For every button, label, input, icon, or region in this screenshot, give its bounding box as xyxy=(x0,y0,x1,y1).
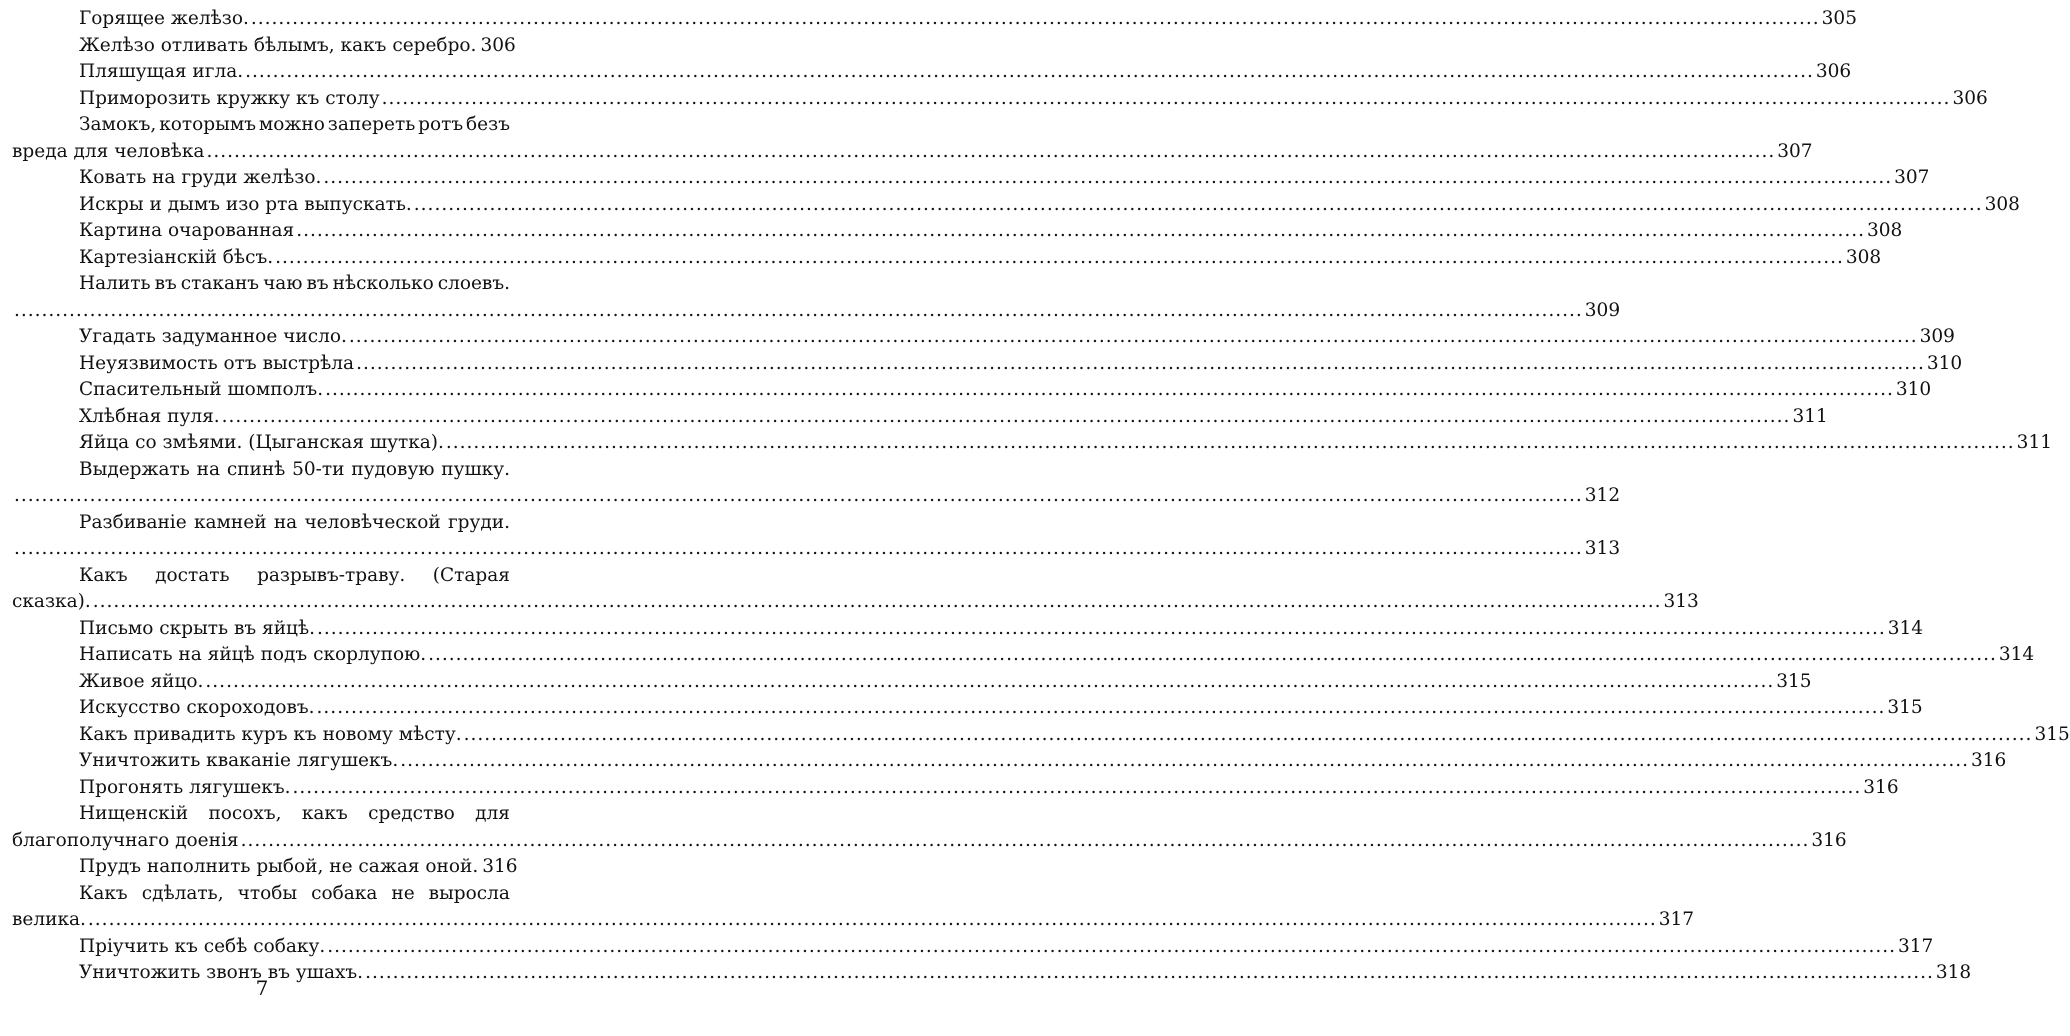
toc-entry-title: Прогонять лягушекъ. xyxy=(79,776,291,798)
toc-entry-line xyxy=(12,59,1852,86)
toc-entry-title: благополучнаго доенія xyxy=(12,829,239,851)
toc-entry-page: 316 xyxy=(1971,750,2007,771)
toc-entry-page: 317 xyxy=(1898,935,1934,957)
dot-leader xyxy=(317,616,1886,643)
toc-entry-title: Пріучить къ себѣ собаку. xyxy=(79,935,326,957)
toc-entry-line xyxy=(12,86,1988,113)
toc-entry-word: средство xyxy=(368,803,455,824)
toc-entry-word: которымъ xyxy=(159,114,256,135)
toc-entry-line xyxy=(12,192,2020,219)
toc-entry-line xyxy=(12,563,510,590)
toc-entry xyxy=(12,377,1932,404)
toc-entry-title: Живое яйцо. xyxy=(79,670,204,692)
dot-leader xyxy=(325,377,1894,404)
toc-entry-page: 316 xyxy=(482,856,518,877)
toc-entry-title: Картина очарованная xyxy=(79,220,295,241)
toc-entry-line xyxy=(12,775,1899,802)
toc-entry-line xyxy=(12,881,510,908)
toc-entry-line xyxy=(12,748,2007,775)
toc-entry-word: на xyxy=(273,511,298,533)
toc-entry xyxy=(12,642,2035,669)
toc-entry xyxy=(12,801,1847,854)
toc-entry-line xyxy=(12,218,1903,245)
toc-entry-word: собака xyxy=(311,882,378,904)
toc-entry-page: 309 xyxy=(1584,299,1621,321)
dot-leader xyxy=(251,6,1820,33)
dot-leader xyxy=(446,430,2015,457)
toc-entry-word: Разбиваніе xyxy=(79,511,187,533)
toc-entry xyxy=(12,218,1903,245)
toc-entry-word: можно xyxy=(258,114,325,135)
toc-entry-line xyxy=(12,483,1621,510)
toc-entry-title: Прудъ наполнить рыбой, не сажая оной. xyxy=(79,856,479,877)
toc-entry-title: Неуязвимость отъ выстрѣла xyxy=(79,352,355,374)
toc-entry-title: Желѣзо отливать бѣлымъ, какъ серебро. xyxy=(79,34,477,56)
toc-entry-page: 314 xyxy=(1887,617,1924,639)
toc-entry-word: Какъ xyxy=(79,882,128,904)
toc-entry xyxy=(12,324,1955,351)
toc-entry-title: Яйца со змѣями. (Цыганская шутка). xyxy=(79,432,444,453)
toc-entry-word: слоевъ. xyxy=(437,273,510,294)
toc-entry-line xyxy=(12,589,1699,616)
toc-entry-page: 306 xyxy=(1815,61,1852,82)
toc-entry-line xyxy=(12,669,1812,696)
toc-entry-line xyxy=(12,801,510,828)
toc-entry-page: 306 xyxy=(480,34,516,56)
toc-entry-title: велика. xyxy=(12,909,86,930)
toc-entry-title: Угадать задуманное число. xyxy=(79,326,347,347)
toc-entry-title: Ковать на груди желѣзо. xyxy=(79,167,322,188)
toc-entry-word: человѣческой xyxy=(304,511,441,533)
toc-entry-page: 313 xyxy=(1663,591,1699,612)
toc-entry-page: 318 xyxy=(1935,962,1972,983)
toc-entry-line xyxy=(12,271,510,298)
dot-leader xyxy=(428,642,1997,669)
toc-entry xyxy=(12,165,1930,192)
dot-leader xyxy=(88,907,1657,934)
toc-entry-line xyxy=(12,536,1621,563)
dot-leader xyxy=(323,165,1892,192)
table-of-contents xyxy=(12,6,2070,987)
toc-entry-line xyxy=(12,324,1955,351)
toc-entry-page: 305 xyxy=(1821,8,1857,29)
toc-entry-word: посохъ, xyxy=(208,803,282,824)
toc-entry-word: Замокъ, xyxy=(79,114,157,135)
toc-entry xyxy=(12,351,1963,378)
toc-entry-page: 314 xyxy=(1998,644,2035,665)
dot-leader xyxy=(356,351,1925,378)
toc-entry-word: камней xyxy=(193,511,267,533)
toc-entry-word: разрывъ-траву. xyxy=(257,564,406,586)
toc-entry xyxy=(12,245,1882,272)
toc-entry-title: сказка). xyxy=(12,591,91,612)
toc-entry xyxy=(12,33,516,60)
dot-leader xyxy=(245,59,1814,86)
toc-entry-title: Искусство скороходовъ. xyxy=(79,697,315,718)
toc-entry-line xyxy=(12,298,1621,325)
toc-entry-page: 308 xyxy=(1866,220,1903,241)
toc-entry-line xyxy=(12,616,1924,643)
dot-leader xyxy=(14,298,1583,325)
toc-entry-page: 310 xyxy=(1926,352,1963,374)
toc-entry-line xyxy=(12,33,516,60)
toc-entry-word: въ xyxy=(154,273,177,294)
toc-entry xyxy=(12,854,518,881)
toc-entry-word: чтобы xyxy=(237,882,298,904)
toc-entry-word: въ xyxy=(306,273,329,294)
toc-entry-title: вреда для человѣка xyxy=(12,140,205,162)
toc-entry xyxy=(12,669,1812,696)
dot-leader xyxy=(414,192,1983,219)
dot-leader xyxy=(241,828,1810,855)
toc-entry-title: Искры и дымъ изо рта выпускать. xyxy=(79,193,412,215)
toc-entry xyxy=(12,510,1621,563)
toc-entry-line xyxy=(12,112,510,139)
toc-entry-page: 311 xyxy=(2016,432,2052,453)
toc-entry-word: Выдержать xyxy=(79,458,190,480)
toc-entry-title: Хлѣбная пуля. xyxy=(79,405,220,427)
toc-entry xyxy=(12,192,2020,219)
toc-entry-word: запереть xyxy=(327,114,416,135)
dot-leader xyxy=(327,934,1896,961)
toc-entry-word: достать xyxy=(155,564,230,586)
toc-entry-title: Уничтожить звонъ въ ушахъ. xyxy=(79,962,364,983)
toc-entry-title: Письмо скрыть въ яйцѣ. xyxy=(79,617,315,639)
toc-entry-page: 315 xyxy=(1887,697,1923,718)
toc-entry-line xyxy=(12,430,2052,457)
toc-entry-page: 308 xyxy=(1845,246,1882,268)
toc-entry xyxy=(12,748,2007,775)
toc-entry-page: 316 xyxy=(1811,829,1847,851)
toc-entry-word: на xyxy=(196,458,221,480)
toc-entry-page: 309 xyxy=(1919,326,1955,347)
dot-leader xyxy=(365,960,1934,987)
toc-entry-word: сдѣлать, xyxy=(141,882,224,904)
toc-entry-page: 308 xyxy=(1984,193,2020,215)
toc-entry xyxy=(12,457,1621,510)
toc-entry-word: 50-ти xyxy=(292,458,345,480)
toc-entry-word: спинѣ xyxy=(226,458,286,480)
toc-entry-line xyxy=(12,510,510,537)
toc-entry-word: ротъ xyxy=(418,114,464,135)
toc-entry-page: 315 xyxy=(1776,670,1812,692)
toc-entry-line xyxy=(12,404,1828,431)
toc-entry-line xyxy=(12,351,1963,378)
toc-entry xyxy=(12,616,1924,643)
toc-entry-line xyxy=(12,642,2035,669)
dot-leader xyxy=(205,669,1774,696)
toc-entry-line xyxy=(12,934,1934,961)
dot-leader xyxy=(382,86,1951,113)
toc-entry-title: Пляшущая игла. xyxy=(79,61,244,82)
toc-entry xyxy=(12,695,1923,722)
toc-entry-page: 312 xyxy=(1584,485,1621,506)
toc-entry xyxy=(12,59,1852,86)
toc-entry-word: какъ xyxy=(301,803,348,824)
toc-entry-page: 317 xyxy=(1658,909,1695,930)
toc-entry-title: Уничтожить кваканіе лягушекъ. xyxy=(79,750,399,771)
toc-entry xyxy=(12,775,1899,802)
toc-entry xyxy=(12,86,1988,113)
dot-leader xyxy=(400,748,1969,775)
toc-entry-word: для xyxy=(475,803,510,824)
page-number: 7 xyxy=(255,976,269,1000)
toc-entry-line xyxy=(12,139,1813,166)
toc-entry-word: (Старая xyxy=(432,564,510,586)
toc-entry-word: чаю xyxy=(263,273,303,294)
toc-entry-page: 311 xyxy=(1792,405,1828,427)
toc-entry xyxy=(12,271,1621,324)
toc-entry-word: выросла xyxy=(428,882,510,904)
toc-entry xyxy=(12,563,1699,616)
toc-entry-page: 307 xyxy=(1894,167,1930,188)
toc-entry-line xyxy=(12,907,1695,934)
toc-entry-word: груди. xyxy=(447,511,510,533)
toc-entry-title: Картезіанскій бѣсъ. xyxy=(79,246,274,268)
toc-entry-word: Налить xyxy=(79,273,151,294)
toc-entry-page: 310 xyxy=(1895,379,1932,400)
toc-entry-line xyxy=(12,722,2070,749)
dot-leader xyxy=(275,245,1844,272)
toc-entry-word: пудовую xyxy=(351,458,435,480)
toc-entry-page: 313 xyxy=(1584,538,1621,559)
toc-entry-word: стаканъ xyxy=(180,273,260,294)
dot-leader xyxy=(222,404,1791,431)
toc-entry-line xyxy=(12,6,1857,33)
toc-entry xyxy=(12,6,1857,33)
toc-entry xyxy=(12,722,2070,749)
toc-entry xyxy=(12,112,1813,165)
toc-entry-word: не xyxy=(391,882,415,904)
dot-leader xyxy=(296,218,1865,245)
toc-entry-line xyxy=(12,457,510,484)
dot-leader xyxy=(293,775,1862,802)
dot-leader xyxy=(317,695,1886,722)
toc-entry-line xyxy=(12,245,1882,272)
toc-entry-line xyxy=(12,828,1847,855)
toc-entry-word: безъ xyxy=(466,114,510,135)
toc-entry-word: пушку. xyxy=(441,458,510,480)
toc-entry xyxy=(12,934,1934,961)
toc-entry-title: Приморозить кружку къ столу xyxy=(79,87,380,109)
toc-entry-page: 315 xyxy=(2034,723,2070,745)
dot-leader xyxy=(349,324,1918,351)
dot-leader xyxy=(206,139,1775,166)
dot-leader xyxy=(14,536,1583,563)
toc-entry-line xyxy=(12,695,1923,722)
toc-entry xyxy=(12,404,1828,431)
toc-entry-page: 306 xyxy=(1952,87,1988,109)
toc-entry-title: Спасительный шомполъ. xyxy=(79,379,324,400)
toc-entry-title: Какъ привадить куръ къ новому мѣсту. xyxy=(79,723,462,745)
dot-leader xyxy=(14,483,1583,510)
toc-entry-word: Какъ xyxy=(79,564,128,586)
dot-leader xyxy=(93,589,1662,616)
toc-entry xyxy=(12,430,2052,457)
toc-entry xyxy=(12,881,1695,934)
toc-entry-page: 316 xyxy=(1863,776,1899,798)
toc-entry-word: нѣсколько xyxy=(332,273,434,294)
toc-entry-line xyxy=(12,854,518,881)
toc-entry-line xyxy=(12,165,1930,192)
toc-entry-word: Нищенскій xyxy=(79,803,189,824)
dot-leader xyxy=(464,722,2033,749)
toc-entry-line xyxy=(12,377,1932,404)
toc-entry-title: Горящее желѣзо. xyxy=(79,8,249,29)
toc-entry-page: 307 xyxy=(1777,140,1813,162)
toc-entry-title: Написать на яйцѣ подъ скорлупою. xyxy=(79,644,427,665)
